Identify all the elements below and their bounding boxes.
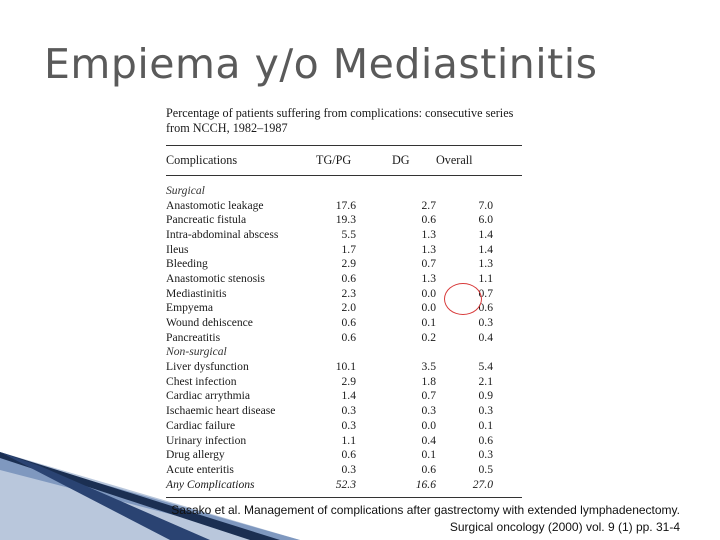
total-tg-pg: 52.3	[335, 477, 356, 491]
table-row	[166, 389, 522, 404]
row-overall: 6.0	[478, 213, 493, 227]
row-overall: 1.4	[478, 227, 493, 241]
row-tg-pg: 2.0	[341, 301, 356, 315]
section-label-non-surgical	[166, 345, 522, 360]
row-label: Pancreatic fistula	[166, 213, 247, 227]
table-row	[166, 315, 522, 330]
header-dg: DG	[392, 153, 410, 167]
table-row	[166, 403, 522, 418]
row-label: Urinary infection	[166, 433, 247, 447]
row-overall: 0.9	[478, 389, 493, 403]
row-dg: 0.0	[421, 301, 436, 315]
row-tg-pg: 2.9	[341, 374, 356, 388]
table-row	[166, 256, 522, 271]
citation-line-2: Surgical oncology (2000) vol. 9 (1) pp. 31-4	[449, 520, 680, 534]
section-non-surgical-text: Non-surgical	[166, 345, 227, 359]
row-dg: 1.3	[421, 227, 436, 241]
row-dg: 0.7	[421, 389, 436, 403]
row-label: Cardiac arrythmia	[166, 389, 251, 403]
row-overall: 0.4	[478, 330, 493, 344]
table-bottom-rule	[166, 497, 522, 498]
row-dg: 0.6	[421, 462, 436, 476]
row-overall: 0.3	[478, 448, 493, 462]
row-dg: 0.6	[421, 213, 436, 227]
row-overall: 0.6	[478, 433, 493, 447]
row-tg-pg: 1.4	[341, 389, 356, 403]
row-label: Cardiac failure	[166, 418, 236, 432]
row-tg-pg: 19.3	[335, 213, 356, 227]
row-tg-pg: 1.1	[341, 433, 356, 447]
table-row	[166, 447, 522, 462]
surgical-rows	[166, 198, 522, 345]
row-label: Ileus	[166, 242, 189, 256]
table-row	[166, 198, 522, 213]
row-dg: 3.5	[421, 360, 436, 374]
row-tg-pg: 0.3	[341, 404, 356, 418]
row-tg-pg: 2.3	[341, 286, 356, 300]
row-tg-pg: 0.6	[341, 316, 356, 330]
row-tg-pg: 5.5	[341, 227, 356, 241]
row-overall: 5.4	[478, 360, 493, 374]
row-dg: 0.3	[421, 404, 436, 418]
row-label: Mediastinitis	[166, 286, 227, 300]
header-tg-pg: TG/PG	[316, 153, 352, 167]
row-label: Liver dysfunction	[166, 360, 249, 374]
row-overall: 0.3	[478, 404, 493, 418]
row-dg: 0.4	[421, 433, 436, 447]
row-dg: 2.7	[421, 198, 436, 212]
slide-title: Empiema y/o Mediastinitis	[44, 40, 598, 88]
row-overall: 0.6	[478, 301, 493, 315]
row-dg: 0.0	[421, 418, 436, 432]
row-label: Drug allergy	[166, 448, 225, 462]
row-tg-pg: 1.7	[341, 242, 356, 256]
table-row	[166, 242, 522, 257]
row-overall: 7.0	[478, 198, 493, 212]
row-tg-pg: 0.6	[341, 271, 356, 285]
row-overall: 0.3	[478, 316, 493, 330]
citation	[171, 502, 680, 536]
row-dg: 1.3	[421, 271, 436, 285]
section-surgical-text: Surgical	[166, 183, 205, 197]
row-label: Anastomotic stenosis	[166, 271, 265, 285]
row-label: Chest infection	[166, 374, 237, 388]
section-label-surgical	[166, 183, 522, 198]
row-tg-pg: 0.6	[341, 448, 356, 462]
total-label: Any Complications	[166, 477, 255, 491]
header-complications: Complications	[166, 153, 238, 167]
row-label: Ischaemic heart disease	[166, 404, 276, 418]
table-row	[166, 433, 522, 448]
table-row	[166, 374, 522, 389]
row-overall: 0.1	[478, 418, 493, 432]
highlight-circle-annotation	[444, 283, 482, 315]
row-dg: 0.0	[421, 286, 436, 300]
total-overall: 27.0	[472, 477, 493, 491]
table-header-row	[166, 146, 522, 175]
non-surgical-rows	[166, 359, 522, 477]
row-overall: 1.4	[478, 242, 493, 256]
table-caption: Percentage of patients suffering from complications: consecutive series from NCCH, 1982–1987	[166, 106, 514, 135]
header-overall: Overall	[436, 153, 473, 167]
row-tg-pg: 2.9	[341, 257, 356, 271]
row-dg: 0.1	[421, 316, 436, 330]
row-label: Pancreatitis	[166, 330, 221, 344]
row-label: Acute enteritis	[166, 462, 234, 476]
citation-line-1: Sasako et al. Management of complications after gastrectomy with extended lymphadenectomy.	[171, 503, 680, 517]
row-label: Anastomotic leakage	[166, 198, 264, 212]
row-label: Bleeding	[166, 257, 208, 271]
row-dg: 1.8	[421, 374, 436, 388]
row-tg-pg: 10.1	[335, 360, 356, 374]
row-overall: 2.1	[478, 374, 493, 388]
row-overall: 0.5	[478, 462, 493, 476]
row-overall: 0.7	[478, 286, 493, 300]
table-row	[166, 212, 522, 227]
row-dg: 1.3	[421, 242, 436, 256]
row-tg-pg: 0.6	[341, 330, 356, 344]
table-row	[166, 330, 522, 345]
total-dg: 16.6	[415, 477, 436, 491]
row-label: Wound dehiscence	[166, 316, 253, 330]
row-overall: 1.1	[478, 271, 493, 285]
table-header-rule	[166, 175, 522, 176]
row-label: Empyema	[166, 301, 214, 315]
row-dg: 0.2	[421, 330, 436, 344]
row-overall: 1.3	[478, 257, 493, 271]
table-row	[166, 359, 522, 374]
table-row	[166, 227, 522, 242]
row-tg-pg: 0.3	[341, 418, 356, 432]
row-dg: 0.7	[421, 257, 436, 271]
total-row	[166, 477, 522, 492]
row-tg-pg: 0.3	[341, 462, 356, 476]
table-row	[166, 462, 522, 477]
row-tg-pg: 17.6	[335, 198, 356, 212]
row-dg: 0.1	[421, 448, 436, 462]
table-row	[166, 418, 522, 433]
row-label: Intra-abdominal abscess	[166, 227, 279, 241]
